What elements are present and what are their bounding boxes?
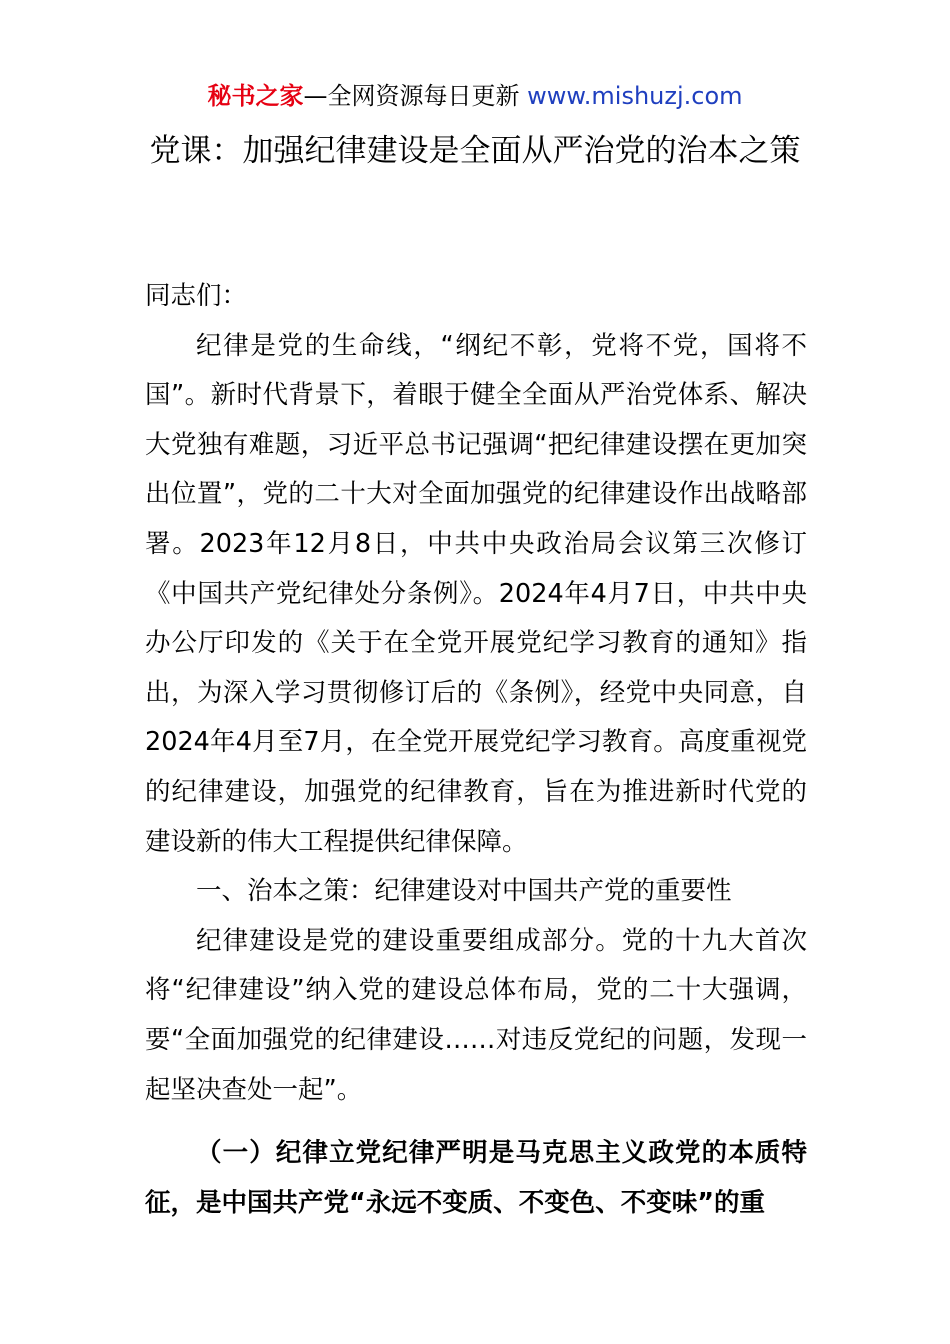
site-tagline: —全网资源每日更新: [303, 82, 528, 110]
site-brand: 秘书之家: [207, 82, 304, 110]
site-url-link[interactable]: www.mishuzj.com: [527, 82, 743, 110]
salutation: 同志们：: [145, 281, 248, 311]
subheading-1: （一）纪律立党纪律严明是马克思主义政党的本质特征，是中国共产党“永远不变质、不变色、不变味”的重: [145, 1138, 807, 1218]
section-heading-1: 一、治本之策：纪律建设对中国共产党的重要性: [196, 876, 732, 907]
paragraph-section-1: 纪律建设是党的建设重要组成部分。党的十九大首次将“纪律建设”纳入党的建设总体布局，党的二十大强调，要“全面加强党的纪律建设……对违反党纪的问题，发现一起坚决查处一起”。: [145, 925, 807, 1105]
paragraph-intro: 纪律是党的生命线，“纲纪不彰，党将不党，国将不国”。新时代背景下，着眼于健全全面从严治党体系、解决大党独有难题，习近平总书记强调“把纪律建设摆在更加突出位置”，党的二十大对全面加强党的纪律建设作出战略部署。2023年12月8日，中共中央政治局会议第三次修订《中国共产党纪律处分条例》。2024年4月7日，中共中央办公厅印发的《关于在全党开展党纪学习教育的通知》指出，为深入学习贯彻修订后的《条例》，经党中央同意，自2024年4月至7月，在全党开展党纪学习教育。高度重视党的纪律建设，加强党的纪律教育，旨在为推进新时代党的建设新的伟大工程提供纪律保障。: [145, 330, 807, 857]
site-header: [0, 80, 950, 112]
document-title: 党课：加强纪律建设是全面从严治党的治本之策: [149, 133, 801, 169]
document-body: [145, 272, 807, 1228]
